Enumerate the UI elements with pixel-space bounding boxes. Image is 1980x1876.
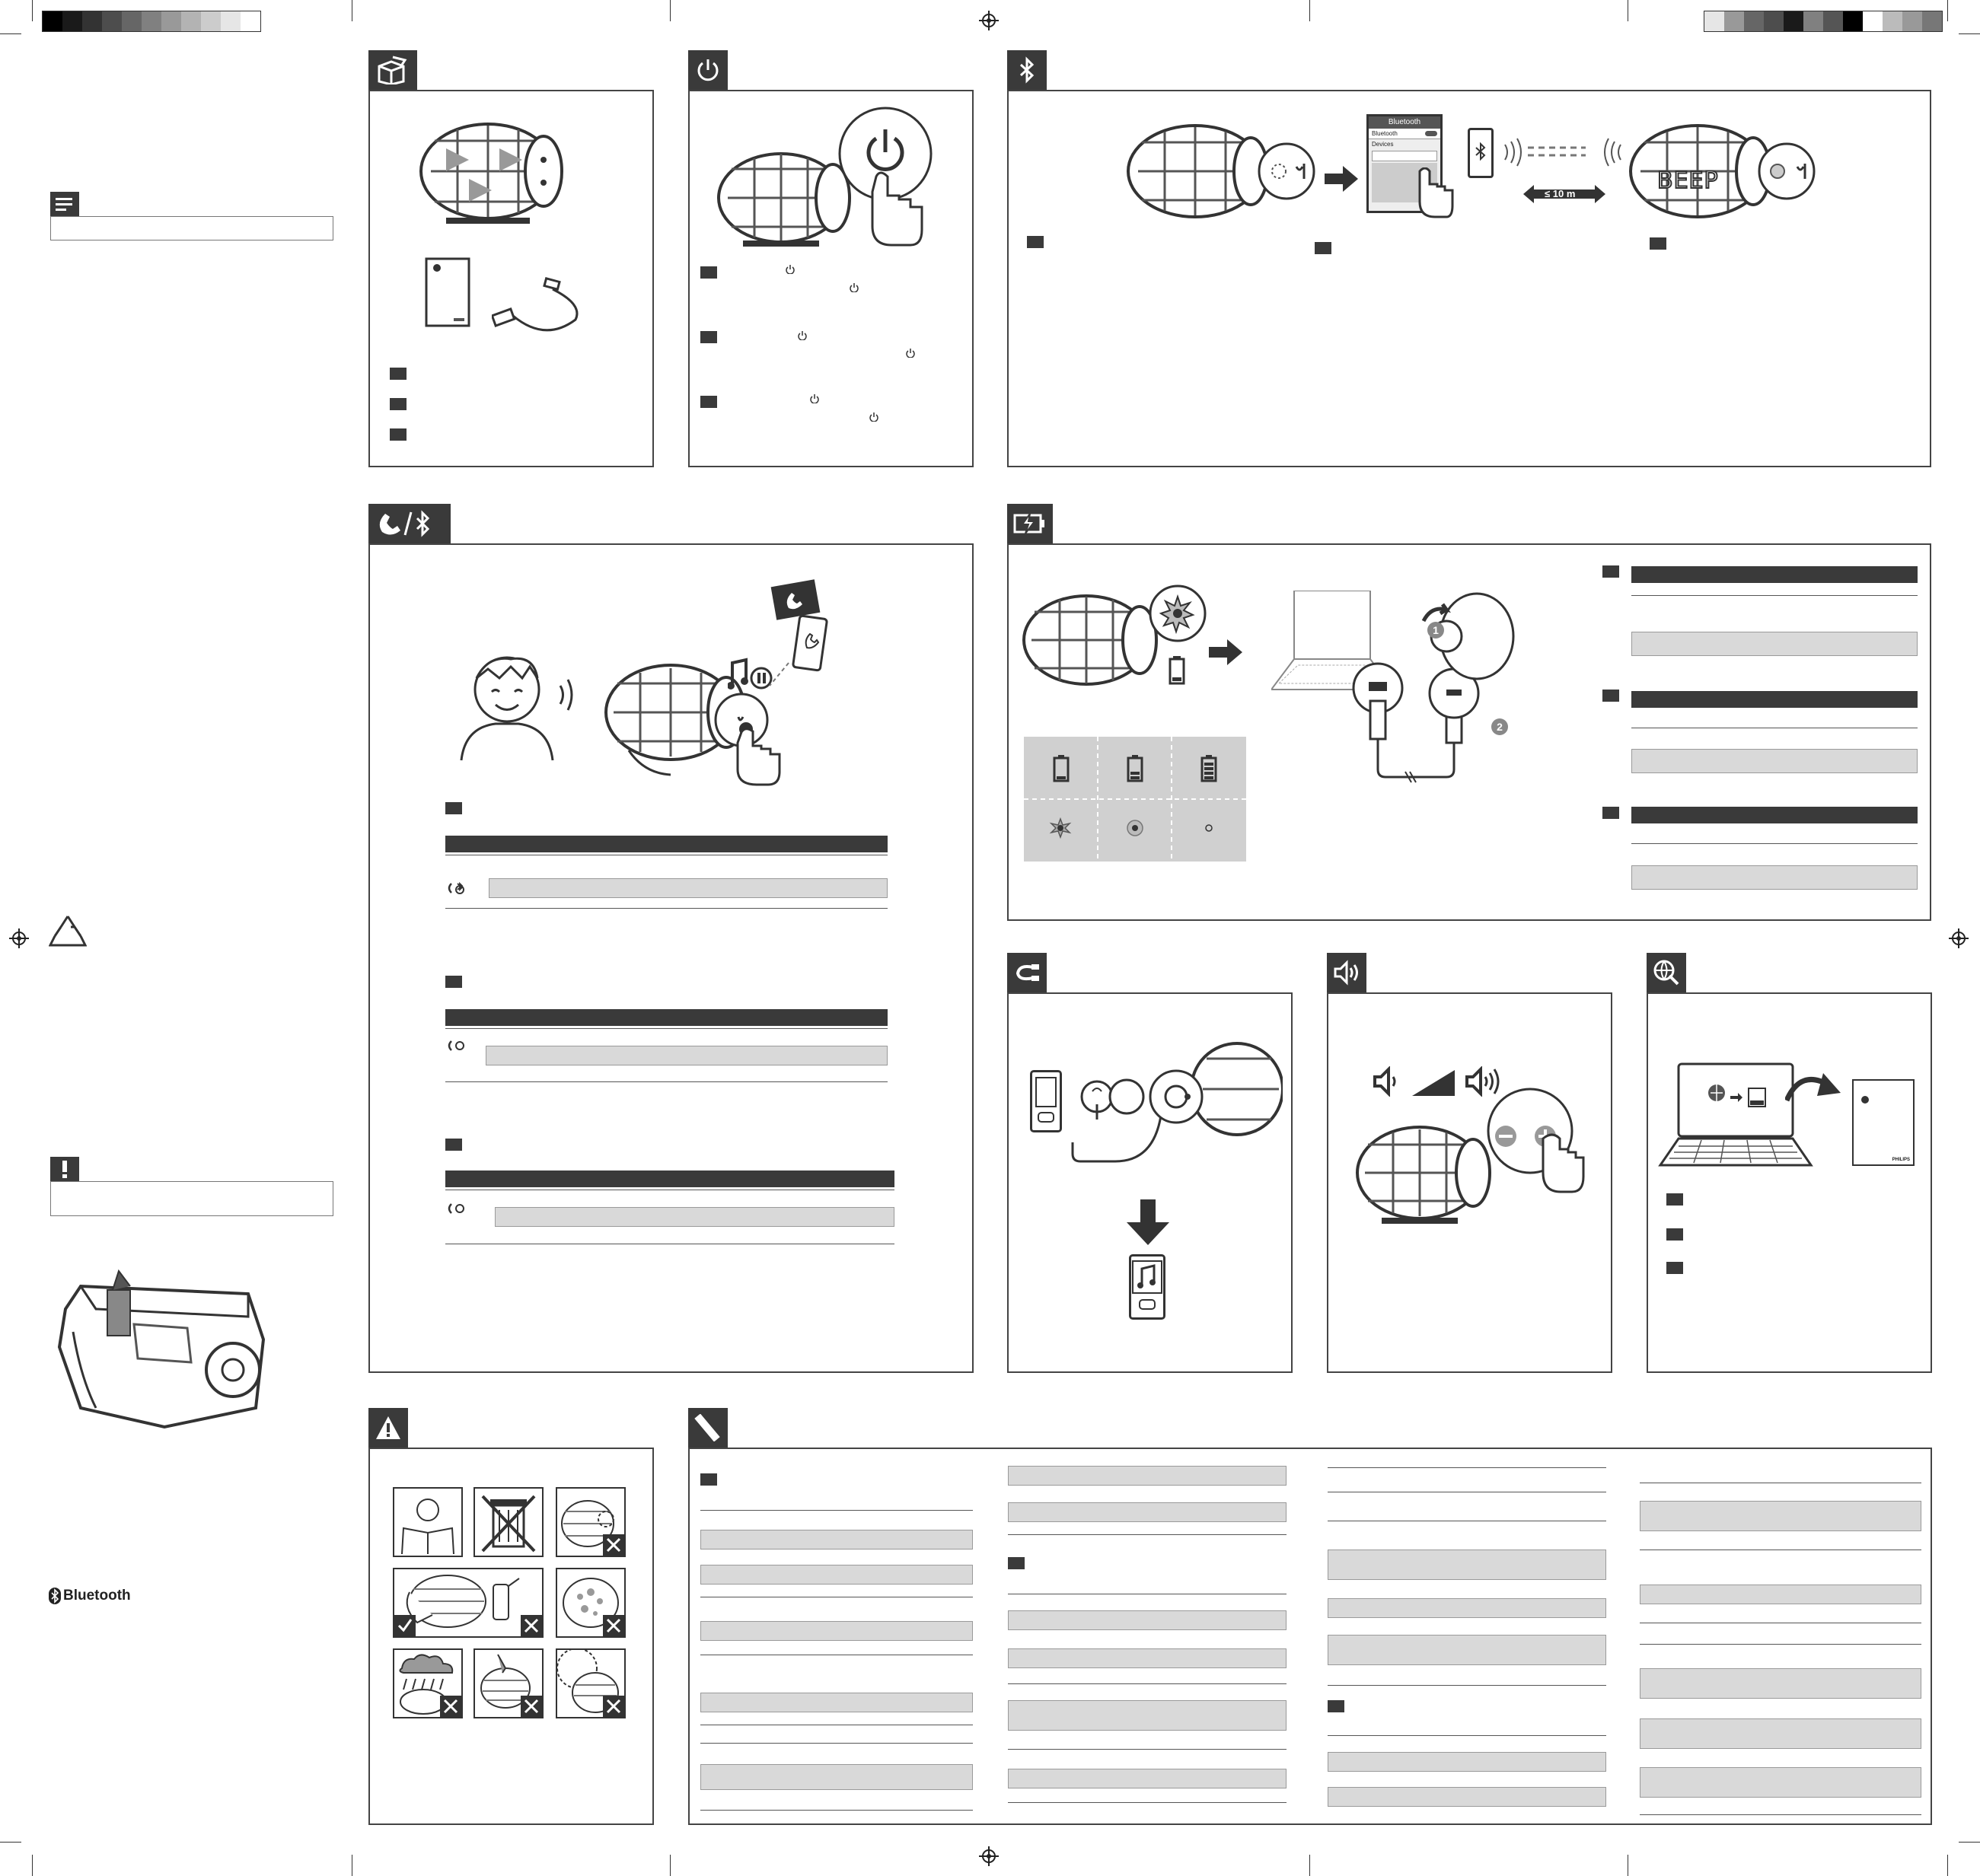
power-button-callout — [831, 100, 937, 253]
specs-tab — [688, 1408, 728, 1448]
step-marker — [390, 398, 407, 410]
step-marker — [1027, 236, 1044, 248]
grayscale-bar-right — [1704, 11, 1943, 32]
box-contents-tab — [368, 50, 417, 90]
power-tab — [688, 50, 728, 90]
arrow-down-icon — [1125, 1199, 1171, 1245]
bluetooth-toggle — [1425, 131, 1437, 136]
battery-full-icon — [1202, 755, 1216, 781]
spec-row-grey — [1640, 1668, 1921, 1699]
warning-clean-cloth — [393, 1568, 544, 1638]
spec-row-grey — [1640, 1501, 1921, 1531]
volume-down-button-icon — [1495, 1126, 1516, 1147]
media-player-illustration — [1030, 1070, 1062, 1132]
step-marker — [700, 1473, 717, 1486]
call-button-icon — [445, 1038, 467, 1053]
spec-rule — [1008, 1534, 1287, 1535]
spec-row-grey — [1328, 1598, 1606, 1618]
call-button-callout — [711, 690, 787, 788]
bluetooth-panel — [1007, 90, 1931, 467]
curved-arrow-icon — [1785, 1062, 1842, 1108]
step-marker — [1602, 690, 1619, 702]
registration-mark-top — [979, 11, 999, 30]
spec-row-grey — [1328, 1550, 1606, 1580]
step-marker — [1315, 242, 1331, 254]
table-header-bar — [445, 836, 888, 852]
range-indicator — [1523, 183, 1605, 205]
volume-ramp-icon — [1412, 1070, 1455, 1096]
tap-hand-icon — [1408, 167, 1454, 221]
volume-low-icon — [1372, 1066, 1402, 1097]
spec-row-grey — [700, 1530, 973, 1550]
crop-mark — [32, 0, 33, 21]
user-manual-booklet — [1852, 1079, 1915, 1166]
power-icon — [798, 331, 807, 340]
spec-row-grey — [1008, 1648, 1287, 1668]
spec-row-grey — [1328, 1635, 1606, 1665]
caution-box — [50, 1181, 333, 1216]
screen-toggle-label: Bluetooth — [1372, 130, 1398, 137]
spec-rule — [1640, 1814, 1921, 1815]
crop-mark — [1309, 1855, 1310, 1876]
charge-step-1-badge — [1427, 622, 1444, 639]
warning-no-submerge — [473, 1648, 544, 1718]
device-entry — [1372, 151, 1437, 161]
spec-row-grey — [1008, 1610, 1287, 1630]
volume-buttons-callout — [1481, 1085, 1587, 1215]
power-icon — [869, 412, 878, 422]
step-marker — [390, 368, 407, 380]
table-rule — [445, 1028, 888, 1029]
spec-rule — [1328, 1467, 1606, 1468]
bluetooth-logo-icon — [49, 1588, 61, 1604]
warning-no-dust — [556, 1568, 626, 1638]
laptop-usb-charge-illustration — [1271, 591, 1515, 804]
charge-step-2-badge — [1491, 718, 1508, 735]
booklet-brand: PHILIPS — [1892, 1158, 1910, 1162]
crop-mark — [1947, 1855, 1948, 1876]
power-icon — [695, 57, 721, 83]
recycle-icon — [49, 913, 87, 948]
step-marker — [1328, 1700, 1344, 1712]
crop-mark — [1959, 1842, 1980, 1843]
phone-icon — [1468, 128, 1494, 178]
calls-tab — [368, 504, 451, 543]
arrow-right-icon — [1325, 166, 1358, 192]
warning-panel — [368, 1448, 654, 1825]
speaker-charge-illustration — [1018, 583, 1216, 690]
speaker-illustration — [416, 114, 568, 228]
led-off-icon — [1206, 825, 1212, 831]
step-marker — [1650, 237, 1666, 250]
ruler-icon — [694, 1414, 722, 1441]
speaker-pairing-illustration — [1123, 118, 1328, 225]
spec-row-grey — [700, 1621, 973, 1641]
warning-no-rain — [393, 1648, 463, 1718]
note-icon — [56, 197, 74, 211]
booklet-logo — [1861, 1096, 1869, 1104]
warning-no-direct-sun — [556, 1648, 626, 1718]
usb-cable-illustration — [492, 274, 583, 335]
table-cell-grey — [495, 1207, 894, 1227]
table-header-bar — [445, 1009, 888, 1026]
spec-rule — [1008, 1683, 1287, 1684]
spec-row-grey — [1328, 1787, 1606, 1807]
spec-rule — [1640, 1644, 1921, 1645]
spec-rule — [1008, 1802, 1287, 1803]
battery-compartment-illustration — [50, 1256, 271, 1438]
table-rule — [445, 908, 888, 909]
battery-status-table — [1024, 737, 1246, 862]
spec-row-grey — [1640, 1585, 1921, 1604]
screen-devices-label: Devices — [1372, 141, 1394, 148]
audio-in-panel — [1007, 992, 1293, 1373]
led-blinking-icon — [1051, 819, 1070, 837]
bluetooth-wordmark-text: Bluetooth — [63, 1588, 131, 1604]
specs-panel — [688, 1448, 1932, 1825]
charge-step-2-number: 2 — [1497, 721, 1503, 733]
registration-mark-right — [1949, 928, 1969, 948]
audio-in-tab — [1007, 953, 1047, 992]
audio-cable-icon — [1013, 960, 1041, 986]
power-icon — [786, 265, 795, 274]
audio-cable-connection-illustration — [1062, 1024, 1283, 1177]
power-icon — [810, 394, 819, 403]
spec-rule — [700, 1810, 973, 1811]
crop-mark — [1947, 0, 1948, 21]
grayscale-bar-left — [42, 11, 261, 32]
step-marker — [1666, 1262, 1683, 1274]
note-tab — [50, 192, 79, 216]
step-marker — [1602, 565, 1619, 578]
charge-tab — [1007, 504, 1053, 543]
web-panel — [1647, 992, 1932, 1373]
step-marker — [445, 802, 462, 814]
spec-rule — [1328, 1735, 1606, 1736]
spec-rule — [700, 1743, 973, 1744]
step-marker — [1602, 807, 1619, 819]
warning-tab — [368, 1408, 408, 1448]
media-player-music-illustration — [1129, 1254, 1165, 1320]
warning-no-heat — [556, 1487, 626, 1557]
step-marker — [700, 331, 717, 343]
crop-mark — [670, 0, 671, 21]
power-icon — [906, 349, 915, 358]
table-cell-grey — [1631, 632, 1918, 656]
power-panel — [688, 90, 974, 467]
crop-mark — [1959, 33, 1980, 34]
table-cell-grey — [489, 878, 888, 898]
spec-row-grey — [700, 1693, 973, 1712]
manual-illustration — [425, 257, 470, 327]
table-header-bar — [1631, 807, 1918, 823]
step-marker — [1666, 1193, 1683, 1206]
step-marker — [700, 396, 717, 408]
spec-row-grey — [1008, 1769, 1287, 1788]
calls-panel — [368, 543, 974, 1373]
table-rule — [445, 1081, 888, 1082]
spec-rule — [1328, 1685, 1606, 1686]
box-contents-panel — [368, 90, 654, 467]
crop-mark — [0, 33, 21, 34]
warning-no-trash — [473, 1487, 544, 1557]
table-header-bar — [1631, 566, 1918, 583]
registration-mark-bottom — [979, 1846, 999, 1866]
volume-panel — [1327, 992, 1612, 1373]
charge-panel — [1007, 543, 1931, 921]
exclamation-icon — [57, 1160, 72, 1178]
table-cell-grey — [1631, 865, 1918, 890]
beep-label: BEEP — [1657, 167, 1719, 194]
volume-icon — [1333, 960, 1360, 986]
spec-rule — [700, 1510, 973, 1511]
table-rule — [1631, 843, 1918, 844]
crop-mark — [670, 1855, 671, 1876]
note-box — [50, 216, 333, 240]
call-button-icon — [445, 1201, 467, 1216]
range-label: ≤ 10 m — [1545, 188, 1576, 199]
package-icon — [375, 56, 410, 84]
charge-step-1-number: 1 — [1433, 624, 1439, 636]
spec-rule — [1008, 1749, 1287, 1750]
step-marker — [445, 1139, 462, 1151]
arrow-right-icon — [1209, 639, 1242, 665]
web-tab — [1647, 953, 1686, 992]
led-on-icon — [1127, 820, 1143, 836]
globe-search-icon — [1653, 959, 1680, 986]
bluetooth-wordmark — [49, 1588, 131, 1604]
table-cell-grey — [486, 1046, 888, 1065]
call-button-icon — [445, 881, 467, 896]
warning-read-manual — [393, 1487, 463, 1557]
spec-row-grey — [1008, 1466, 1287, 1486]
spec-row-grey — [1640, 1767, 1921, 1798]
spec-row-grey — [1008, 1700, 1287, 1731]
bluetooth-icon — [1014, 56, 1040, 84]
spec-row-grey — [1008, 1502, 1287, 1522]
battery-mid-icon — [1128, 755, 1142, 781]
spec-row-grey — [700, 1565, 973, 1585]
incoming-call-phone-illustration — [766, 579, 850, 693]
spec-row-grey — [1640, 1718, 1921, 1749]
person-talking-illustration — [458, 648, 587, 762]
step-marker — [1008, 1557, 1025, 1569]
table-cell-grey — [1631, 749, 1918, 773]
step-marker — [700, 266, 717, 279]
table-rule — [1631, 595, 1918, 596]
table-header-bar — [1631, 691, 1918, 708]
power-icon — [850, 283, 859, 292]
caution-tab — [50, 1157, 79, 1181]
warning-icon — [375, 1415, 402, 1441]
spec-row-grey — [700, 1764, 973, 1790]
screen-title: Bluetooth — [1369, 116, 1440, 129]
battery-charge-icon — [1013, 511, 1047, 537]
registration-mark-left — [9, 928, 29, 948]
bluetooth-tab — [1007, 50, 1047, 90]
crop-mark — [1309, 0, 1310, 21]
volume-tab — [1327, 953, 1366, 992]
step-marker — [1666, 1228, 1683, 1241]
table-header-bar — [445, 1171, 894, 1187]
step-marker — [445, 976, 462, 988]
spec-row-grey — [1328, 1752, 1606, 1772]
step-marker — [390, 428, 407, 441]
crop-mark — [0, 1842, 21, 1843]
battery-low-icon — [1054, 755, 1068, 781]
crop-mark — [32, 1855, 33, 1876]
phone-bluetooth-icon — [375, 509, 445, 538]
